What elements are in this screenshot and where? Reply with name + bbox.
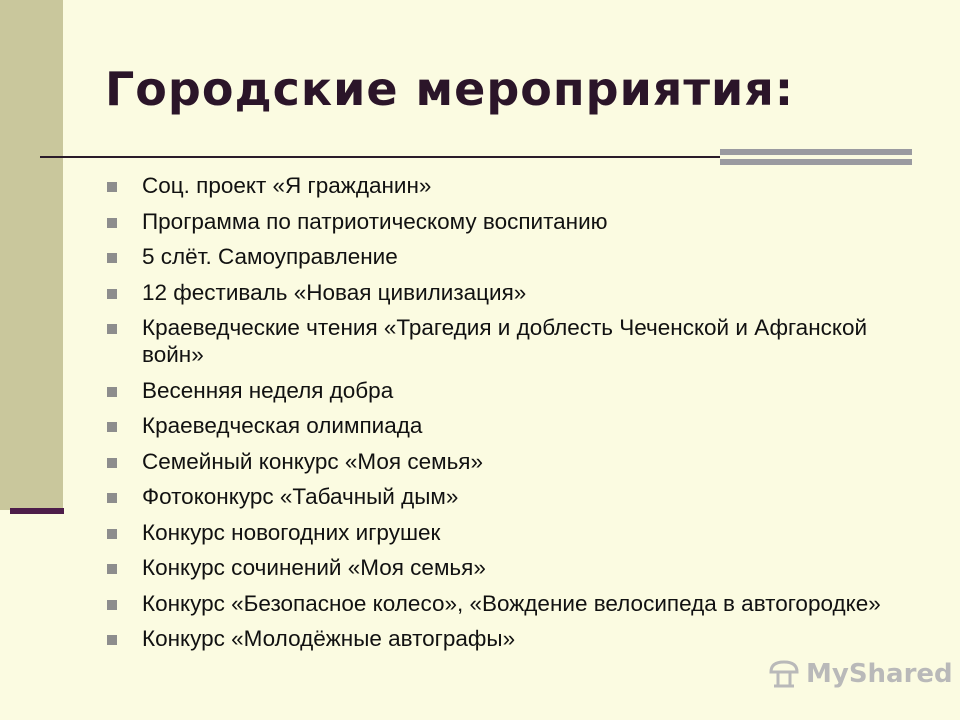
watermark <box>768 656 953 692</box>
list-item <box>105 554 905 581</box>
list-item <box>105 172 905 199</box>
bullet-square-icon <box>107 324 117 334</box>
list-item-text: Краеведческая олимпиада <box>142 413 423 438</box>
left-decor-underline <box>10 508 64 514</box>
title-divider-accent <box>720 149 912 165</box>
list-item-text: Программа по патриотическому воспитанию <box>142 208 608 234</box>
list-item <box>105 243 905 270</box>
list-item <box>105 590 905 617</box>
list-item <box>105 625 905 652</box>
bullet-square-icon <box>107 600 117 610</box>
list-item-text: Конкурс сочинений «Моя семья» <box>142 555 486 580</box>
list-item-text: Фотоконкурс «Табачный дым» <box>142 484 459 509</box>
list-item-text: 12 фестиваль «Новая цивилизация» <box>142 279 527 305</box>
list-item-text: 5 слёт. Самоуправление <box>142 244 398 269</box>
list-item-text: Соц. проект «Я гражданин» <box>142 173 432 198</box>
bullet-square-icon <box>107 182 117 192</box>
list-item-text: Конкурс «Безопасное колесо», «Вождение велосипеда в автогородке» <box>142 590 881 616</box>
bullet-square-icon <box>107 422 117 432</box>
list-item <box>105 377 905 404</box>
list-item <box>105 448 905 475</box>
bullet-square-icon <box>107 493 117 503</box>
bullet-list <box>105 172 905 661</box>
list-item-text: Конкурс новогодних игрушек <box>142 519 441 545</box>
bullet-square-icon <box>107 218 117 228</box>
bullet-square-icon <box>107 458 117 468</box>
list-item <box>105 412 905 439</box>
bullet-square-icon <box>107 289 117 299</box>
list-item-text: Семейный конкурс «Моя семья» <box>142 448 483 474</box>
list-item-text: Конкурс «Молодёжные автографы» <box>142 626 516 651</box>
slide-title: Городские мероприятия: <box>105 62 795 116</box>
list-item-text: Весенняя неделя добра <box>142 377 394 403</box>
list-item <box>105 483 905 510</box>
bullet-square-icon <box>107 635 117 645</box>
bullet-square-icon <box>107 529 117 539</box>
bullet-square-icon <box>107 253 117 263</box>
list-item <box>105 314 905 368</box>
list-item <box>105 208 905 235</box>
list-item-text: Краеведческие чтения «Трагедия и доблесть Чеченской и Афганской войн» <box>142 315 868 367</box>
watermark-text: MyShared <box>806 659 953 689</box>
bullet-square-icon <box>107 387 117 397</box>
list-item <box>105 519 905 546</box>
left-decor-bar <box>0 0 63 510</box>
mushroom-logo-icon <box>768 658 800 690</box>
bullet-square-icon <box>107 564 117 574</box>
list-item <box>105 279 905 306</box>
